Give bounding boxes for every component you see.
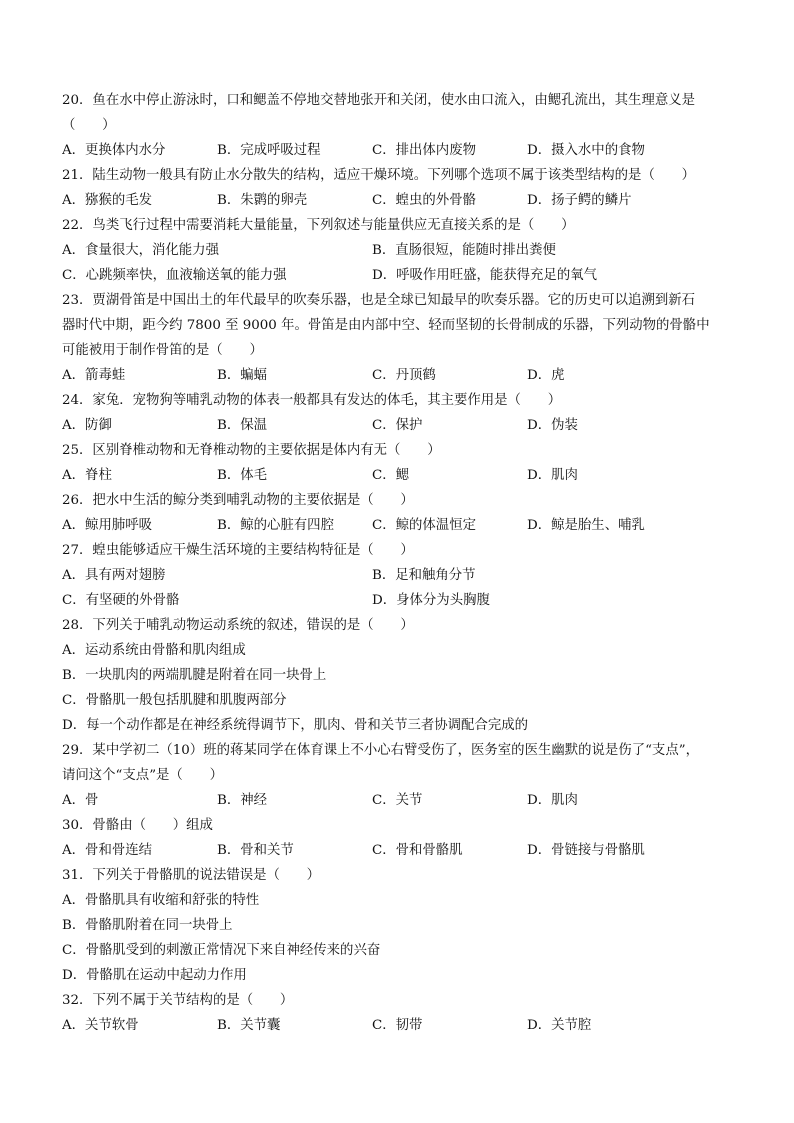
options-row [62, 238, 734, 263]
option-a: A．更换体内水分 [62, 143, 166, 158]
option-a: A．骨 [62, 793, 99, 808]
question-stem: 21．陆生动物一般具有防止水分散失的结构，适应干燥环境。下列哪个选项不属于该类型结构的是（ ） [62, 168, 696, 183]
option-b: B．神经 [217, 793, 268, 808]
option-b: B．骨骼肌附着在同一块骨上 [62, 918, 233, 933]
option-a: A．箭毒蛙 [62, 368, 126, 383]
options-row [62, 788, 734, 813]
question-25 [62, 438, 734, 488]
option-c: C．蝗虫的外骨骼 [372, 193, 476, 208]
question-stem: 28．下列关于哺乳动物运动系统的叙述，错误的是（ ） [62, 618, 414, 633]
question-27 [62, 538, 734, 613]
option-a: A．运动系统由骨骼和肌肉组成 [62, 643, 246, 658]
option-b: B．骨和关节 [217, 843, 294, 858]
option-line [62, 638, 734, 663]
question-stem: 23．贾湖骨笛是中国出土的年代最早的吹奏乐器，也是全球已知最早的吹奏乐器。它的历史可以追溯到新石 [62, 293, 696, 308]
question-26 [62, 488, 734, 538]
options-row [62, 363, 734, 388]
option-a: A．猕猴的毛发 [62, 193, 153, 208]
question-stem: 22．鸟类飞行过程中需要消耗大量能量，下列叙述与能量供应无直接关系的是（ ） [62, 218, 575, 233]
options-row [62, 138, 734, 163]
option-a: A．骨骼肌具有收缩和舒张的特性 [62, 893, 260, 908]
option-b: B．关节囊 [217, 1018, 281, 1033]
option-b: B．体毛 [217, 468, 268, 483]
option-c: C．鲸的体温恒定 [372, 518, 476, 533]
option-c: C．丹顶鹤 [372, 368, 436, 383]
question-stem: 29．某中学初二（10）班的蒋某同学在体育课上不小心右臂受伤了，医务室的医生幽默的说是伤了“支点”， [62, 743, 699, 758]
option-b: B．足和触角分节 [372, 568, 476, 583]
option-a: A．关节软骨 [62, 1018, 139, 1033]
option-b: B．鲸的心脏有四腔 [217, 518, 334, 533]
option-b: B．蝙蝠 [217, 368, 268, 383]
option-c: C．鳃 [372, 468, 410, 483]
option-b: B．完成呼吸过程 [217, 143, 321, 158]
option-c: C．韧带 [372, 1018, 423, 1033]
question-stem: 可能被用于制作骨笛的是（ ） [62, 343, 263, 358]
option-b: B．一块肌肉的两端肌腱是附着在同一块骨上 [62, 668, 327, 683]
question-22 [62, 213, 734, 288]
option-c: C．排出体内废物 [372, 143, 476, 158]
option-line [62, 888, 734, 913]
option-d: D．骨骼肌在运动中起动力作用 [62, 968, 247, 983]
question-stem: 25．区别脊椎动物和无脊椎动物的主要依据是体内有无（ ） [62, 443, 441, 458]
option-a: A．骨和骨连结 [62, 843, 153, 858]
question-30 [62, 813, 734, 863]
options-row [62, 188, 734, 213]
question-29 [62, 738, 734, 813]
options-row [62, 838, 734, 863]
options-row [62, 563, 734, 588]
option-a: A．具有两对翅膀 [62, 568, 166, 583]
option-line [62, 913, 734, 938]
option-d: D．摄入水中的食物 [527, 143, 645, 158]
question-20 [62, 88, 734, 163]
option-d: D．虎 [527, 368, 565, 383]
question-stem: 30．骨骼由（ ）组成 [62, 818, 213, 833]
question-21 [62, 163, 734, 213]
option-c: C．有坚硬的外骨骼 [62, 593, 180, 608]
options-row [62, 1013, 734, 1038]
question-24 [62, 388, 734, 438]
option-a: A．食量很大，消化能力强 [62, 243, 219, 258]
options-row [62, 413, 734, 438]
option-c: C．心跳频率快，血液输送氧的能力强 [62, 268, 287, 283]
options-row [62, 513, 734, 538]
option-d: D．肌肉 [527, 468, 578, 483]
question-32 [62, 988, 734, 1038]
option-d: D．鲸是胎生、哺乳 [527, 518, 645, 533]
option-line [62, 663, 734, 688]
option-c: C．保护 [372, 418, 423, 433]
option-line [62, 688, 734, 713]
option-d: D．伪装 [527, 418, 578, 433]
option-d: D．扬子鳄的鳞片 [527, 193, 632, 208]
question-stem: （ ） [62, 118, 116, 133]
option-d: D．呼吸作用旺盛，能获得充足的氧气 [372, 268, 597, 283]
option-d: D．骨链接与骨骼肌 [527, 843, 645, 858]
option-b: B．朱鹮的卵壳 [217, 193, 308, 208]
options-row [62, 263, 734, 288]
option-c: C．关节 [372, 793, 423, 808]
option-line [62, 713, 734, 738]
question-stem: 31．下列关于骨骼肌的说法错误是（ ） [62, 868, 321, 883]
option-c: C．骨骼肌受到的刺激正常情况下来自神经传来的兴奋 [62, 943, 381, 958]
option-a: A．脊柱 [62, 468, 112, 483]
options-row [62, 463, 734, 488]
question-stem: 27．蝗虫能够适应干燥生活环境的主要结构特征是（ ） [62, 543, 414, 558]
question-stem: 20．鱼在水中停止游泳时，口和鳃盖不停地交替地张开和关闭，使水由口流入，由鳃孔流出，其生理意义是 [62, 93, 696, 108]
question-stem: 26．把水中生活的鲸分类到哺乳动物的主要依据是（ ） [62, 493, 414, 508]
option-a: A．防御 [62, 418, 112, 433]
question-stem: 32．下列不属于关节结构的是（ ） [62, 993, 294, 1008]
option-c: C．骨骼肌一般包括肌腱和肌腹两部分 [62, 693, 287, 708]
option-b: B．保温 [217, 418, 268, 433]
option-a: A．鲸用肺呼吸 [62, 518, 153, 533]
option-d: D．每一个动作都是在神经系统得调节下，肌肉、骨和关节三者协调配合完成的 [62, 718, 529, 733]
option-line [62, 963, 734, 988]
option-d: D．关节腔 [527, 1018, 592, 1033]
option-b: B．直肠很短，能随时排出粪便 [372, 243, 556, 258]
option-line [62, 938, 734, 963]
question-stem: 器时代中期，距今约 7800 至 9000 年。骨笛是由内部中空、轻而坚韧的长骨制成的乐器，下列动物的骨骼中 [62, 318, 710, 333]
question-31 [62, 863, 734, 988]
option-d: D．身体分为头胸腹 [372, 593, 490, 608]
question-stem: 24．家兔．宠物狗等哺乳动物的体表一般都具有发达的体毛，其主要作用是（ ） [62, 393, 562, 408]
options-row [62, 588, 734, 613]
question-28 [62, 613, 734, 738]
question-23 [62, 288, 734, 388]
question-stem: 请问这个“支点”是（ ） [62, 768, 223, 783]
option-d: D．肌肉 [527, 793, 578, 808]
question-list [62, 88, 734, 1038]
option-c: C．骨和骨骼肌 [372, 843, 463, 858]
